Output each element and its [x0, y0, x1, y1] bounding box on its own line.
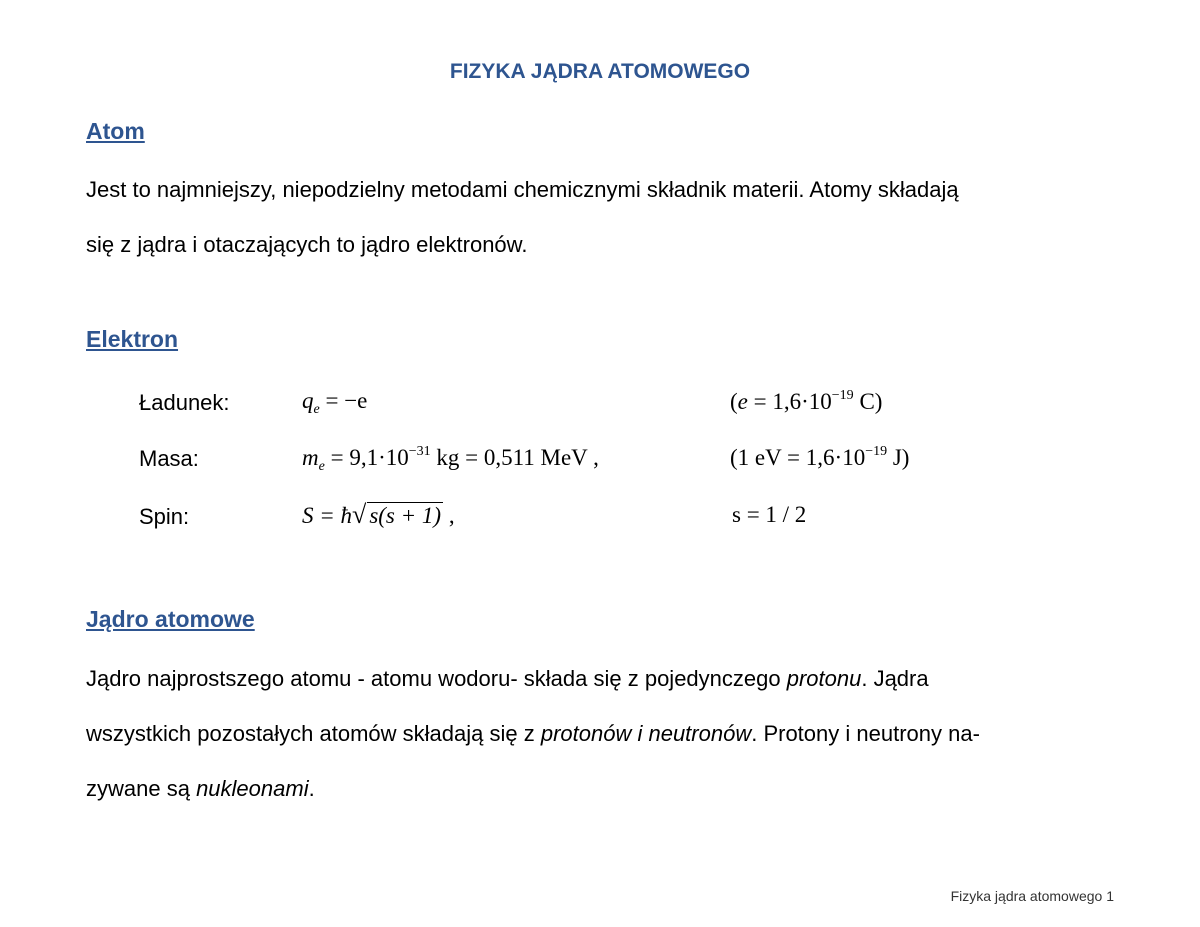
spin-label: Spin: [139, 504, 190, 529]
atom-line-1: Jest to najmniejszy, niepodzielny metodami chemicznymi składnik materii. Atomy składają [86, 177, 959, 202]
atom-paragraph [86, 162, 1126, 272]
jadro-line-1: Jądro najprostszego atomu - atomu wodoru- składa się z pojedynczego protonu. Jądra [86, 666, 929, 691]
sqrt-sign: √ [352, 500, 367, 529]
jadro-paragraph [86, 651, 1126, 816]
sqrt-radicand: s(s + 1) [369, 503, 442, 528]
heading-elektron: Elektron [86, 326, 179, 352]
spin-value: s = 1 / 2 [732, 502, 807, 527]
jadro-line-3: zywane są nukleonami. [86, 776, 315, 801]
heading-jadro-atomowe: Jądro atomowe [86, 606, 255, 632]
charge-formula: $q_e = -e$ [302, 388, 368, 417]
page-footer: Fizyka jądra atomowego 1 [950, 888, 1114, 904]
spin-formula: S = ħ√ s(s + 1) , [302, 500, 455, 529]
heading-atom: Atom [86, 118, 145, 144]
electronvolt-formula: (1 eV = $1,6\cdot 10^{-19}$ J) [730, 444, 910, 470]
charge-label: Ładunek: [139, 390, 230, 415]
mass-formula: $m_e = 9,1\cdot 10^{-31}$ kg = 0,511 MeV , [302, 444, 599, 474]
mass-label: Masa: [139, 446, 199, 471]
atom-line-2: się z jądra i otaczających to jądro elektronów. [86, 232, 528, 257]
jadro-line-2: wszystkich pozostałych atomów składają się z protonów i neutronów. Protony i neutrony na- [86, 721, 980, 746]
elementary-charge-formula: ($e = 1,6\cdot 10^{-19}$ C) [730, 388, 883, 414]
document-title: FIZYKA JĄDRA ATOMOWEGO [449, 60, 751, 83]
